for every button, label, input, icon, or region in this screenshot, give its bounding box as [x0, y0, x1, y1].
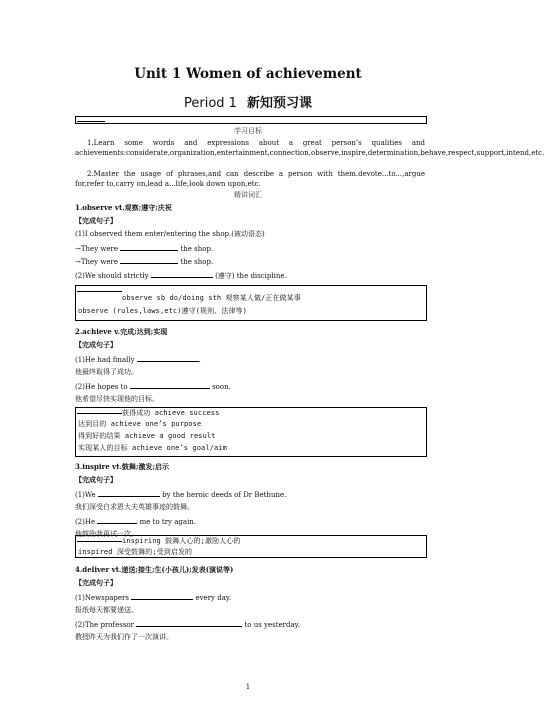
word-4-sentence-2: [75, 619, 300, 630]
word-4-sentence-1-suffix: every day.: [195, 594, 232, 602]
word-2-sentence-2-suffix: soon.: [212, 383, 231, 391]
word-1-heading: 1.observe vt.观察;遵守;庆祝: [75, 203, 172, 212]
word-3-exercise-label: 【完成句子】: [75, 475, 117, 484]
word-3-heading: 3.inspire vt.鼓舞;激发;启示: [75, 462, 170, 471]
word-3-sentence-1-prefix: (1)We: [75, 491, 96, 499]
vocab-heading: 精讲词汇: [234, 191, 262, 199]
word-4-exercise-label: 【完成句子】: [75, 578, 117, 587]
goals-heading: 学习目标: [234, 127, 262, 135]
word-1-sentence-1b: [75, 256, 213, 267]
section-banner-tag: [77, 118, 105, 122]
note-observe-row-2: observe (rules,laws,etc)遵守(规则、法律等): [78, 307, 247, 315]
word-1-sentence-1b-suffix: the shop.: [180, 258, 214, 266]
word-3-sentence-2: [75, 516, 196, 527]
note-achieve-row-2: 达到目的 achieve one’s purpose: [78, 420, 202, 428]
note-inspire-row-1: inspiring 鼓舞人心的;激励人心的: [122, 537, 241, 545]
answer-blank[interactable]: [97, 516, 137, 524]
note-achieve-row-1: 获得成功 achieve success: [122, 409, 220, 417]
answer-blank[interactable]: [130, 381, 210, 389]
answer-blank[interactable]: [120, 256, 178, 264]
word-2-sentence-2-prefix: (2)He hopes to: [75, 383, 128, 391]
answer-blank[interactable]: [98, 489, 160, 497]
word-3-sentence-1-cn: 我们深受白求恩大夫英雄事迹的鼓舞。: [75, 503, 194, 511]
word-1-sentence-1a-prefix: →They were: [75, 245, 118, 253]
period-label: Period 1: [184, 96, 237, 111]
word-4-sentence-1-cn: 报纸每天都要递送。: [75, 606, 138, 614]
word-1-sentence-2-suffix: (遵守) the discipline.: [215, 272, 287, 280]
word-2-exercise-label: 【完成句子】: [75, 340, 117, 349]
word-1-sentence-1a: [75, 243, 213, 254]
unit-title: Unit 1 Women of achievement: [134, 66, 362, 82]
word-2-sentence-1-prefix: (1)He had finally: [75, 356, 135, 364]
word-4-heading: 4.deliver vt.递送;接生;生(小孩儿);发表(演说等): [75, 565, 234, 574]
word-4-sentence-1: [75, 592, 231, 603]
word-2-heading: 2.achieve v.完成;达到;实现: [75, 327, 168, 336]
answer-blank[interactable]: [137, 354, 199, 362]
note-box-tag: [77, 409, 122, 414]
word-1-sentence-2: [75, 270, 287, 281]
section-banner-bar: [75, 116, 427, 124]
word-4-sentence-2-suffix: to us yesterday.: [244, 621, 300, 629]
word-2-sentence-1-suffix: .: [198, 356, 201, 364]
answer-blank[interactable]: [131, 592, 193, 600]
period-main-title: 新知预习课: [246, 96, 312, 111]
word-1-sentence-1: (1)I observed them enter/entering the shop.(被动语态): [75, 230, 265, 238]
note-achieve-row-3: 得到好的结果 achieve a good result: [78, 432, 216, 440]
word-3-sentence-2-cn: 他鼓励我再试一次。: [75, 530, 138, 538]
answer-blank[interactable]: [136, 619, 242, 627]
word-2-sentence-1: [75, 354, 201, 365]
note-inspire-row-2: inspired 深受鼓舞的;受到启发的: [78, 548, 193, 556]
word-3-sentence-1-suffix: by the heroic deeds of Dr Bethune.: [162, 491, 287, 499]
word-1-exercise-label: 【完成句子】: [75, 216, 117, 225]
word-4-sentence-1-prefix: (1)Newspapers: [75, 594, 129, 602]
page-number: 1: [245, 683, 251, 691]
word-4-sentence-2-cn: 教授昨天为我们作了一次演讲。: [75, 633, 173, 641]
word-3-sentence-2-suffix: me to try again.: [139, 518, 197, 526]
word-1-sentence-2-prefix: (2)We should strictly: [75, 272, 149, 280]
word-3-sentence-1: [75, 489, 286, 500]
note-box-tag: [77, 287, 122, 292]
word-4-sentence-2-prefix: (2)The professor: [75, 621, 134, 629]
answer-blank[interactable]: [151, 270, 213, 278]
note-box-tag: [77, 537, 122, 542]
answer-blank[interactable]: [120, 243, 178, 251]
note-box-observe: [75, 285, 427, 321]
word-2-sentence-2: [75, 381, 231, 392]
word-3-sentence-2-prefix: (2)He: [75, 518, 96, 526]
goal-1-text: 1.Learn some words and expressions about a great person’s qualities and achievements:considerate,organization,entertainment,connection,observe,inspire,determination,behave,respect,support,intend,etc.: [75, 139, 544, 157]
note-box-achieve: [75, 407, 427, 457]
note-observe-row-1: observe sb do/doing sth 观察某人做/正在做某事: [122, 294, 301, 302]
word-1-sentence-1a-suffix: the shop.: [180, 245, 214, 253]
word-1-sentence-1b-prefix: →They were: [75, 258, 118, 266]
goal-2-text: 2.Master the usage of phrases,and can describe a person with them.devote...to...,argue for,refer to,carry on,lead a...life,look down upon,etc.: [75, 170, 425, 188]
word-2-sentence-2-cn: 他希望尽快实现他的目标。: [75, 395, 159, 403]
note-box-inspire: [75, 535, 427, 558]
period-subtitle: [0, 92, 496, 111]
note-achieve-row-4: 实现某人的目标 achieve one’s goal/aim: [78, 444, 227, 452]
word-2-sentence-1-cn: 他最终取得了成功。: [75, 368, 138, 376]
